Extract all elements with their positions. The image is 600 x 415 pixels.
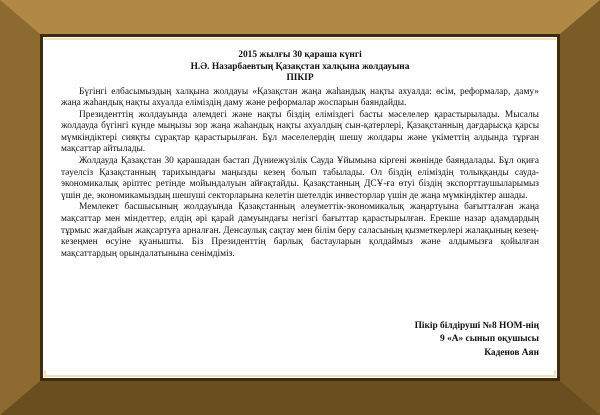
address-line: Н.Ә. Назарбаевтың Қазақстан халқына жолдауына xyxy=(190,61,410,72)
paragraph: Президенттің жолдауында әлемдегі және нақты біздің еліміздегі басты мәселелер қарастырылады. Мысалы жолдауда бүгінгі күнде мыңызы зор жаңа жаһандық нақты ахуалдың сын-қатерлері, Қазақстанның дағдарысқа қарсы мүмкіндіктері сияқты сұрақтар қарастырылған. Бұл мәселелердің шешу жолдары және үкіметтің алдында тұрған мақсаттар айтылады. xyxy=(61,109,539,155)
paragraph: Бүгінгі елбасымыздың халқына жолдауы «Қазақстан жаңа жаһандық нақты ахуалда: өсім, реформалар, даму» жаңа жаһандық нақты ахуалда еліміздің даму және реформалар жоспарын баяндайды. xyxy=(61,86,539,109)
signature-block xyxy=(415,320,539,361)
document-heading: ПІКІР xyxy=(286,73,314,83)
document-header xyxy=(61,50,539,85)
date-line: 2015 жылғы 30 қараша күнгі xyxy=(238,50,362,60)
paragraph: Мемлекет басшысының жолдауында Қазақстанның әлеуметтік-экономикалық жаңартуына бағытталған жаңа мақсаттар мен міндеттер, елдің әрі қарай дамуындағы негізгі бағыттар қарастырылған. Ерекше назар адамдардың тұрмыс жағдайын жақсартуға арналған. Денсаулық сақтау мен білім беру саласының қызметкерлері жалақының кезең-кезеңмен өсуіне қуанышты. Біз Президенттің барлық бастауларын қолдаймыз және алдымызға қойылған мақсаттардың орындалатынына сенімдіміз. xyxy=(61,202,539,259)
signature-line: Пікір білдіруші №8 НОМ-нің xyxy=(414,320,539,331)
signature-name: Каденов Аян xyxy=(484,347,539,358)
document-page xyxy=(43,40,557,370)
document-body xyxy=(61,87,539,261)
signature-line: 9 «А» сынып оқушысы xyxy=(440,334,539,344)
paragraph: Жолдауда Қазақстан 30 қарашадан бастап Дүниежүзілік Сауда Ұйымына кіргені жөнінде баяндалады. Бұл оқиға тәуелсіз Қазақстанның тарихындағы маңызды кезең болып табылады. Ол біздің еліміздің толыққанды сауда-экономикалық әріптес ретінде мойындалуын айғақтайды. Қазақстанның ДСҰ-ға өтуі біздің экспорттаушыларымыз үшін де, экономикамыздың шешуші секторларына келетін шетелдік инвесторлар үшін де жаңа мүмкіндіктер ашады. xyxy=(61,156,539,201)
